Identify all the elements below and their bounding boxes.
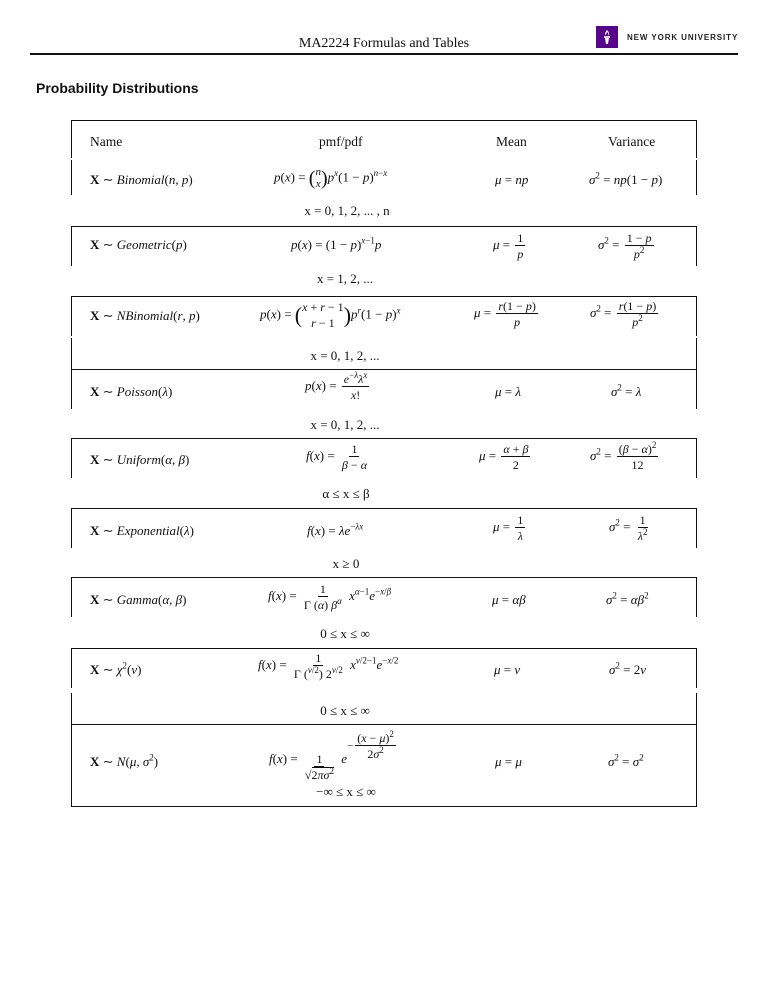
- table-left-border: [71, 296, 72, 336]
- support-range: 0 ≤ x ≤ ∞: [320, 703, 370, 718]
- mean-formula: μ = $\frac{1}{p}$: [493, 231, 524, 261]
- table-bottom-rule: [71, 806, 697, 807]
- pmf-formula: p(x) = ( x + r − 1 r − 1 )$p^r(1 - p)^x$: [260, 300, 401, 330]
- table-left-border: [71, 338, 72, 369]
- section-title: Probability Distributions: [36, 80, 199, 96]
- column-header-mean: Mean: [496, 134, 527, 149]
- row-separator: [71, 438, 697, 439]
- table-right-border: [696, 160, 697, 195]
- variance-formula: $\sigma^2 = \sigma^2$: [608, 752, 644, 769]
- distribution-name: X ∼ Uniform(α, β): [90, 452, 190, 467]
- table-left-border: [71, 648, 72, 688]
- support-range: α ≤ x ≤ β: [322, 486, 370, 501]
- table-left-border: [71, 438, 72, 478]
- pmf-formula: p(x) = $\frac{e^{-\lambda}\lambda^x}{x!}$: [305, 370, 368, 402]
- table-right-border: [696, 648, 697, 688]
- table-top-rule: [71, 120, 697, 121]
- table-right-border: [696, 693, 697, 724]
- mean-formula: μ = np: [495, 172, 529, 187]
- document-title: MA2224 Formulas and Tables: [298, 36, 470, 51]
- table-left-border: [71, 693, 72, 724]
- table-left-border: [71, 160, 72, 195]
- table-right-border: [696, 296, 697, 336]
- row-separator: [71, 648, 697, 649]
- distribution-name: X ∼ Poisson(λ): [90, 384, 173, 399]
- pmf-formula: f(x) = $\frac{1}{\Gamma (^{\nu/2}) 2^{\nu/2}}$ $x^{\nu/2-1}e^{-x/2}$: [258, 651, 399, 681]
- table-left-border: [71, 226, 72, 266]
- row-separator: [71, 296, 697, 297]
- university-name: NEW YORK UNIVERSITY: [627, 32, 739, 42]
- table-left-border: [71, 369, 72, 409]
- variance-formula: $\sigma^2$ = $\frac{1}{\lambda^2}$: [609, 513, 648, 543]
- column-header-pmf: pmf/pdf: [319, 134, 363, 149]
- variance-formula: $\sigma^2$ = $\frac{(\beta - \alpha)^2}{12}$: [590, 440, 657, 472]
- variance-formula: $\sigma^2$ = $\frac{r(1 - p)}{p^2}$: [590, 299, 657, 329]
- support-range: x = 1, 2, ...: [316, 271, 374, 286]
- table-right-border: [696, 724, 697, 806]
- support-range: −∞ ≤ x ≤ ∞: [316, 784, 376, 799]
- distribution-name: X ∼ Binomial(n, p): [90, 172, 193, 187]
- university-logo: [596, 26, 738, 48]
- column-header-name: Name: [90, 134, 123, 149]
- support-range: x ≥ 0: [332, 556, 360, 571]
- table-right-border: [696, 577, 697, 617]
- table-right-border: [696, 120, 697, 158]
- header-rule: [30, 53, 738, 55]
- table-right-border: [696, 338, 697, 369]
- mean-formula: μ = $\frac{\alpha + \beta}{2}$: [479, 442, 529, 472]
- torch-icon: [596, 26, 618, 48]
- distribution-name: X ∼ Gamma(α, β): [90, 592, 187, 607]
- variance-formula: $\sigma^2$ = $\frac{1 - p}{p^2}$: [598, 231, 652, 261]
- distribution-name: X ∼ Geometric(p): [90, 237, 187, 252]
- distribution-name: X ∼ NBinomial(r, p): [90, 308, 200, 323]
- mean-formula: μ = μ: [495, 754, 522, 769]
- table-left-border: [71, 724, 72, 806]
- distribution-name: X ∼ Exponential(λ): [90, 523, 194, 538]
- table-left-border: [71, 577, 72, 617]
- support-range: x = 0, 1, 2, ...: [310, 348, 380, 363]
- column-header-variance: Variance: [608, 134, 656, 149]
- mean-formula: μ = $\frac{r(1 - p)}{p}$: [474, 299, 536, 329]
- row-separator: [71, 226, 697, 227]
- pmf-formula: f(x) = $\frac{1}{√2\pi\sigma^2}$ e − $\frac{(x - \mu)^2}{2\sigma^2}$: [269, 729, 394, 782]
- mean-formula: μ = λ: [495, 384, 522, 399]
- variance-formula: $\sigma^2 = 2\nu$: [609, 660, 647, 677]
- table-left-border: [71, 508, 72, 548]
- variance-formula: $\sigma^2 = \lambda$: [611, 382, 642, 399]
- pmf-formula: $f(x) = \lambda e^{-\lambda x}$: [307, 521, 364, 538]
- variance-formula: $\sigma^2 = np(1 - p)$: [589, 170, 663, 187]
- table-right-border: [696, 438, 697, 478]
- table-right-border: [696, 508, 697, 548]
- mean-formula: μ = αβ: [492, 592, 526, 607]
- row-separator: [71, 724, 697, 725]
- table-left-border: [71, 120, 72, 158]
- support-range: x = 0, 1, 2, ... , n: [304, 203, 390, 218]
- pmf-formula: $p(x) = (1 - p)^{x-1}p$: [291, 235, 382, 252]
- row-separator: [71, 508, 697, 509]
- pmf-formula: f(x) = $\frac{1}{\beta - \alpha}$: [306, 442, 367, 472]
- pmf-formula: p(x) = ( n x )$p^x(1 - p)^{n-x}$: [274, 166, 388, 190]
- row-separator: [71, 369, 697, 370]
- table-right-border: [696, 369, 697, 409]
- mean-formula: μ = ν: [494, 662, 521, 677]
- support-range: x = 0, 1, 2, ...: [310, 417, 380, 432]
- row-separator: [71, 577, 697, 578]
- mean-formula: μ = $\frac{1}{\lambda}$: [493, 513, 524, 543]
- pmf-formula: f(x) = $\frac{1}{\Gamma (\alpha) \beta^\alpha}$ $x^{\alpha-1}e^{-x/\beta}$: [268, 582, 392, 612]
- distribution-name: X ∼ $\chi^2(\nu)$: [90, 660, 142, 677]
- support-range: 0 ≤ x ≤ ∞: [320, 626, 370, 641]
- variance-formula: $\sigma^2 = \alpha\beta^2$: [606, 590, 649, 607]
- table-right-border: [696, 226, 697, 266]
- distribution-name: X ∼ N(μ, $\sigma^2$): [90, 752, 159, 769]
